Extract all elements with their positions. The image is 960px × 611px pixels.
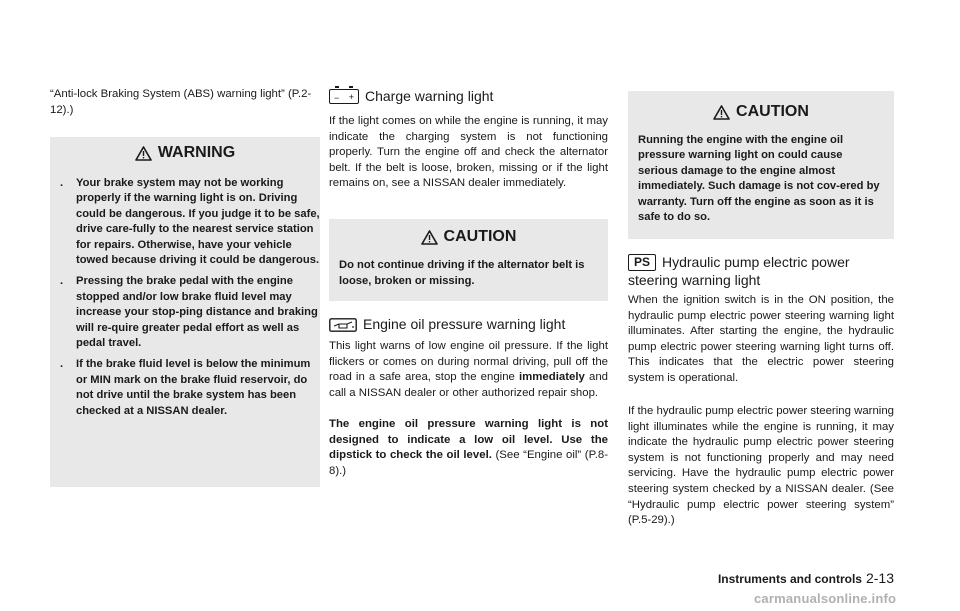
oil-body: This light warns of low engine oil pressure. If the light flickers or comes on during normal driving, pull off the road in a safe area, stop the engine immediately and call a NISSAN dealer or other authorized repair shop. [329, 340, 608, 399]
charge-heading [329, 88, 493, 104]
caution-box-2 [628, 91, 894, 239]
charge-title: Charge warning light [365, 88, 494, 104]
caution-title: CAUTION [443, 228, 517, 245]
ps-para-2: If the hydraulic pump electric power steering warning light illuminates while the engine is running, it may indicate the hydraulic pump electric power steering system is not functioning properly and may need servicing. Have the hydraulic pump electric power steering system checked by a NISSAN dealer. (See “Hydraulic pump electric power steering system” (P.5-29).) [628, 405, 894, 527]
oil-title: Engine oil pressure warning light [363, 316, 566, 332]
oil-heading [329, 316, 565, 332]
warning-item: . Pressing the brake pedal with the engine stopped and/or low brake fluid level may increase your stop-ping distance and braking will re-quire greater pedal effort as well as pedal travel. [60, 275, 318, 350]
caution-body: Do not continue driving if the alternator belt is loose, broken or missing. [339, 259, 585, 287]
warning-list [50, 176, 320, 419]
battery-icon: − + [329, 89, 359, 104]
section-name: Instruments and controls [717, 572, 862, 586]
warning-triangle-icon [135, 146, 152, 161]
abs-reference: “Anti-lock Braking System (ABS) warning light” (P.2-12).) [50, 88, 312, 116]
caution-triangle-icon [421, 230, 438, 245]
caution-body-2: Running the engine with the engine oil pressure warning light on could cause serious damage to the engine almost immediately. Such damage is not cov-ered by warranty. Turn off the engine as soon as it is safe to do so. [638, 134, 880, 224]
page-number: 2-13 [865, 570, 894, 586]
oil-can-icon [329, 318, 357, 331]
warning-heading [50, 137, 320, 169]
caution-triangle-icon [713, 105, 730, 120]
caution-heading-2 [628, 91, 894, 133]
ps-title: Hydraulic pump electric power steering warning light [628, 254, 850, 288]
page-footer [666, 570, 894, 586]
ps-para-1: When the ignition switch is in the ON position, the hydraulic pump electric power steering warning light illuminates. After starting the engine, the hydraulic pump electric power steering warning light turns off. This indicates that the electric power steering system is operational. [628, 294, 894, 384]
caution-box [329, 219, 608, 301]
caution-title-2: CAUTION [736, 103, 809, 120]
caution-heading [329, 219, 608, 255]
warning-item: . If the brake fluid level is below the minimum or MIN mark on the brake fluid reservoir, do not drive until the brake system has been checked at a NISSAN dealer. [60, 358, 311, 417]
ps-heading [628, 254, 894, 290]
warning-box [50, 137, 320, 487]
warning-title: WARNING [157, 144, 236, 161]
power-steering-icon: PS [628, 254, 656, 271]
warning-item: . Your brake system may not be working properly if the warning light is on. Driving could be dangerous. If you judge it to be safe, drive care-fully to the nearest service station for repairs. Otherwise, have your vehicle towed because driving it could be dangerous. [60, 177, 320, 267]
watermark: carmanualsonline.info [754, 591, 897, 606]
oil-note: The engine oil pressure warning light is not designed to indicate a low oil level. Use the dipstick to check the oil level. (See “Engine oil” (P.8-8).) [329, 418, 608, 477]
charge-body: If the light comes on while the engine is running, it may indicate the charging system is not functioning properly. Turn the engine off and check the alternator belt. If the belt is loose, broken, missing or if the light remains on, see a NISSAN dealer immediately. [329, 115, 608, 190]
